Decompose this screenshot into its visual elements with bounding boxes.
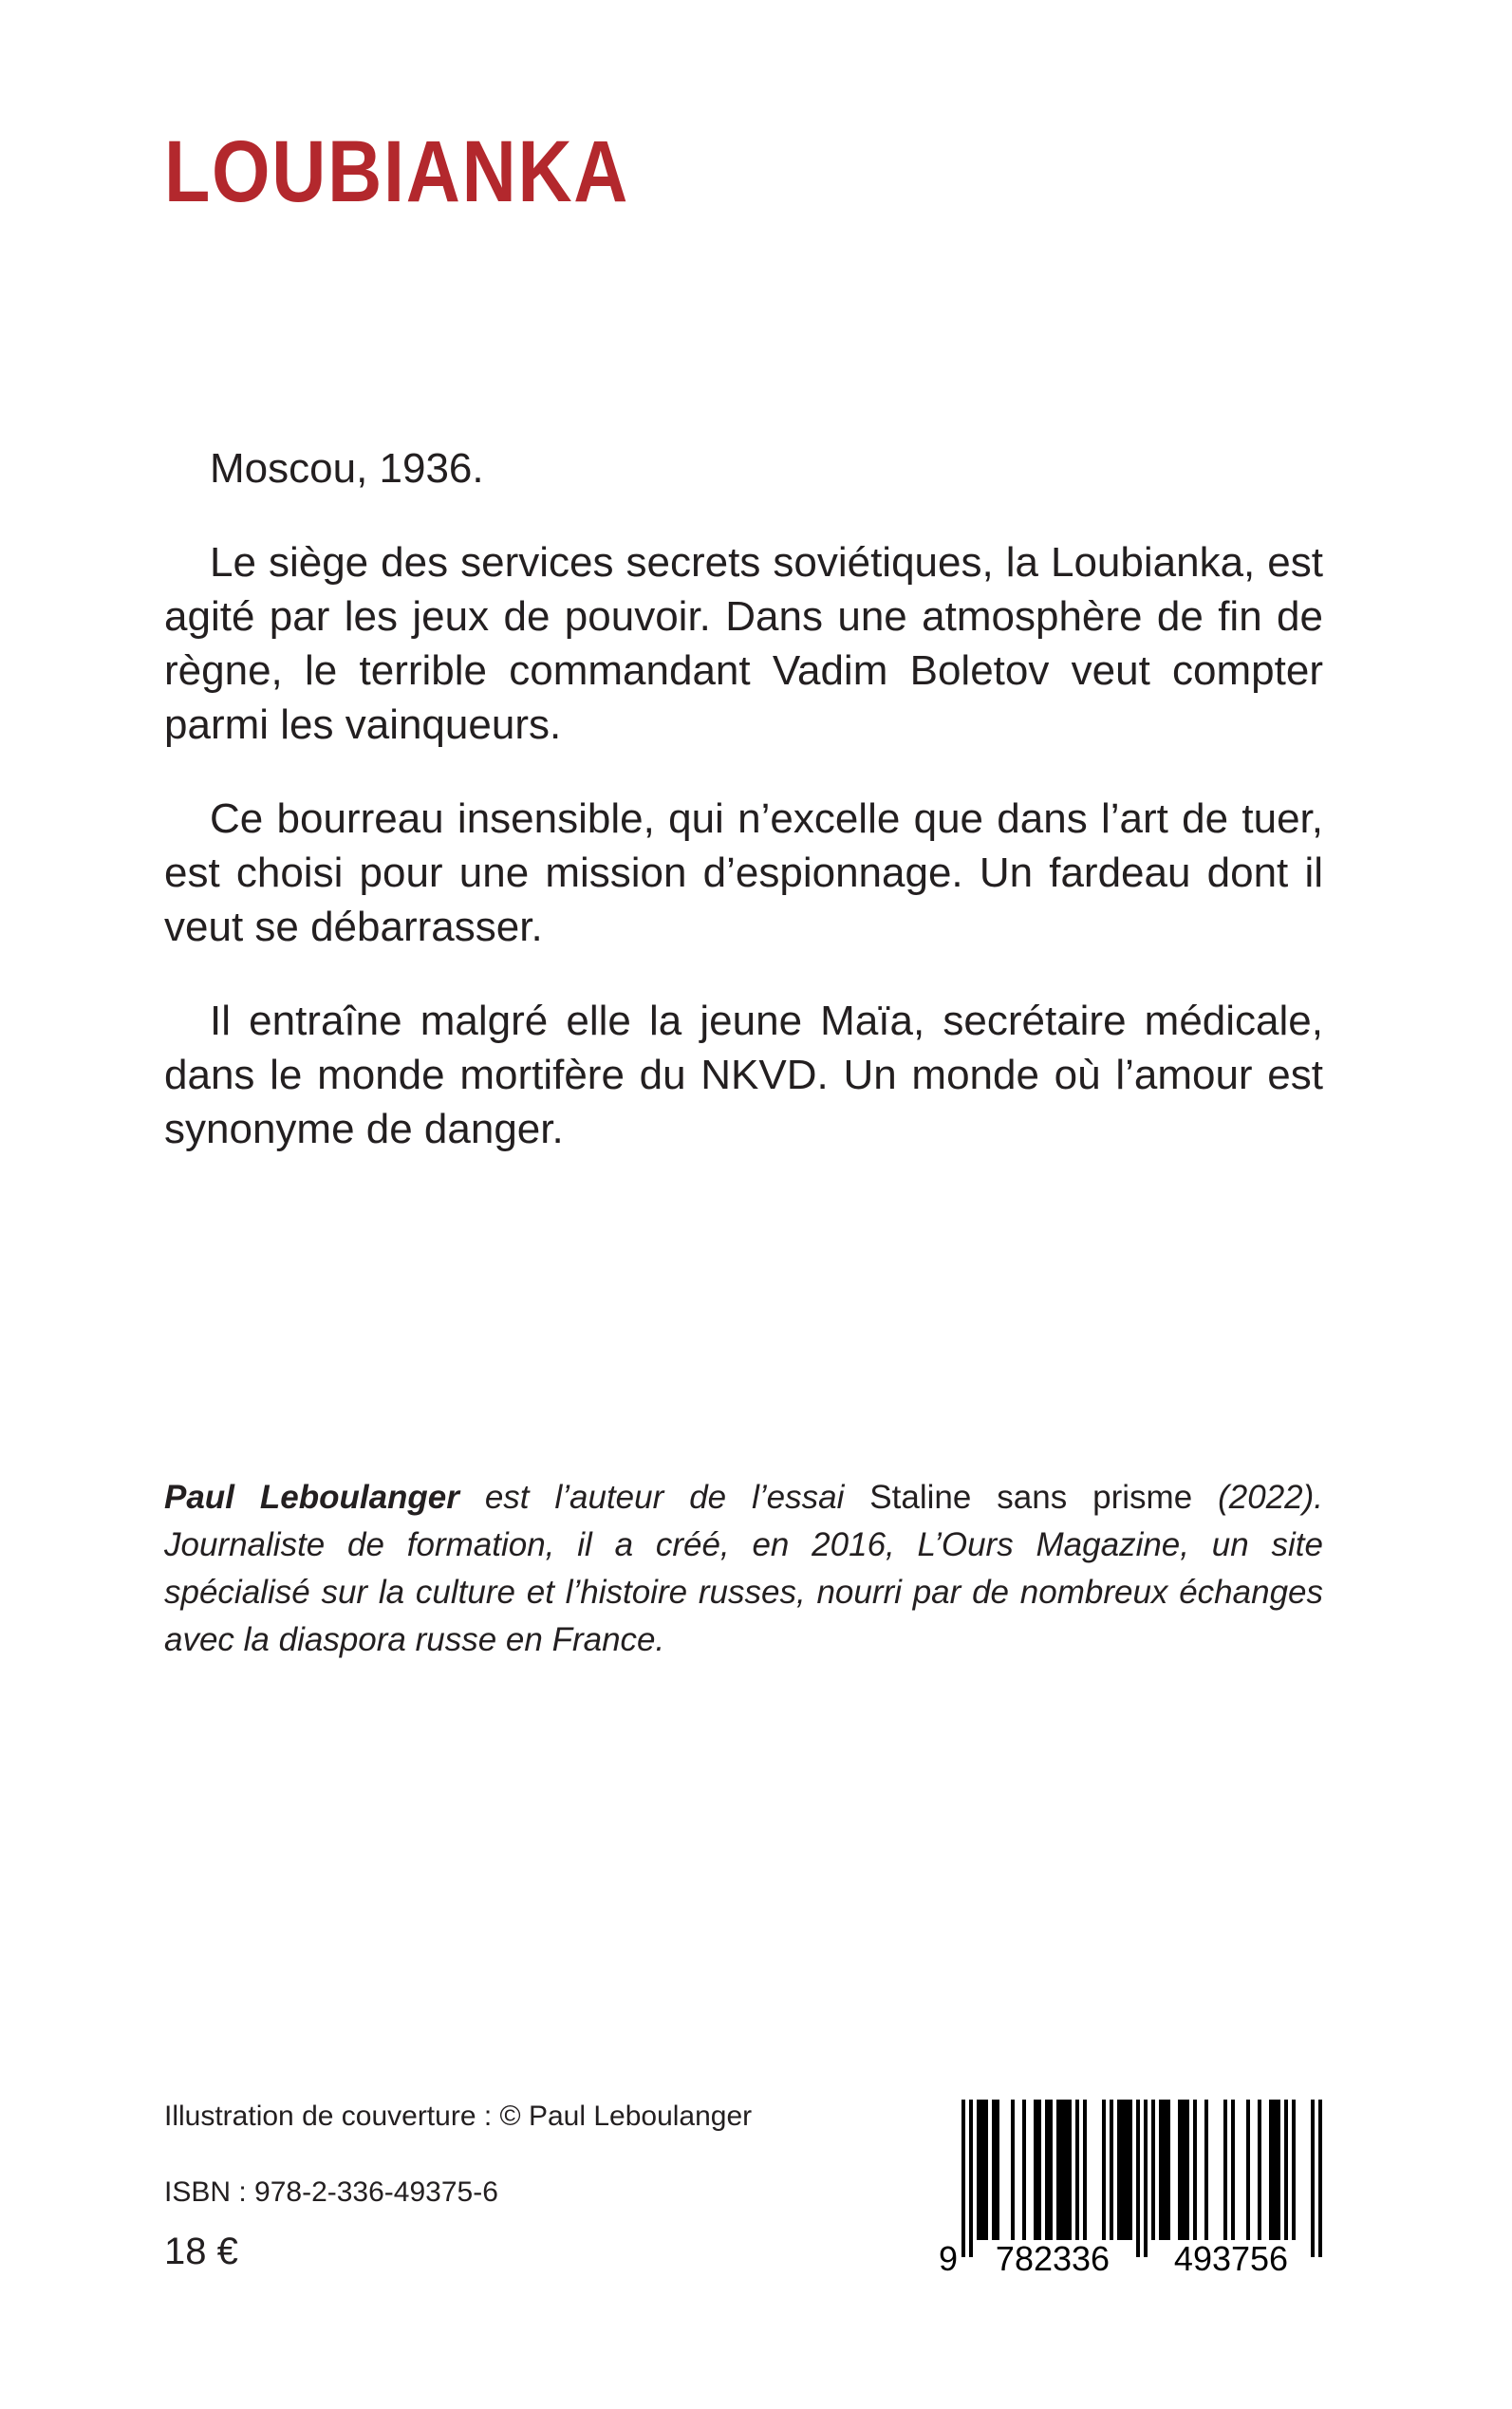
barcode-bar xyxy=(969,2100,973,2257)
barcode-bar xyxy=(980,2100,984,2240)
barcode-bar xyxy=(1068,2100,1072,2240)
barcode-bar xyxy=(1136,2100,1140,2257)
barcode-bar xyxy=(1269,2100,1273,2240)
barcode-bar xyxy=(1064,2100,1068,2240)
back-cover-blurb xyxy=(164,441,1323,1196)
author-bio xyxy=(164,1474,1323,1664)
barcode-bar xyxy=(1246,2100,1250,2240)
barcode-bar xyxy=(1193,2100,1197,2240)
barcode-bar xyxy=(1318,2100,1322,2257)
bio-text: (2022). Journaliste de formation, il a créé, en 2016, L’Ours Magazine, un site spécialisé sur la culture et l’histoire russes, nourri par de nombreux échanges avec la diaspora russe en France. xyxy=(164,1479,1323,1658)
barcode-bar xyxy=(1121,2100,1125,2240)
barcode-bar xyxy=(1204,2100,1208,2240)
blurb-paragraph: Il entraîne malgré elle la jeune Maïa, secrétaire médicale, dans le monde mortifère du NKVD. Un monde où l’amour est synonyme de danger. xyxy=(164,998,1323,1152)
barcode-bar xyxy=(1125,2100,1129,2240)
barcode-bar xyxy=(1037,2100,1041,2240)
cover-illustration-credit: Illustration de couverture : © Paul Leboulanger xyxy=(164,2101,753,2132)
blurb-paragraph: Le siège des services secrets soviétiques, la Loubianka, est agité par les jeux de pouvoir. Dans une atmosphère de fin de règne, le terrible commandant Vadim Boletov veut compter parmi les vainqueurs. xyxy=(164,539,1323,748)
barcode-bar xyxy=(1231,2100,1235,2240)
price: 18 € xyxy=(164,2231,238,2272)
barcode-bar xyxy=(1163,2100,1167,2240)
barcode-right-digits: 493756 xyxy=(1173,2239,1289,2276)
barcode-bar xyxy=(1034,2100,1037,2240)
barcode-bar xyxy=(1022,2100,1026,2240)
author-name: Paul Leboulanger xyxy=(164,1479,459,1516)
barcode-bar xyxy=(1110,2100,1113,2240)
barcode-bar xyxy=(1258,2100,1261,2240)
barcode-bar xyxy=(1129,2100,1132,2240)
barcode-bar xyxy=(1144,2100,1148,2257)
barcode-bar xyxy=(1083,2100,1087,2240)
barcode-bar xyxy=(1056,2100,1060,2240)
bio-text: est l’auteur de l’essai xyxy=(458,1479,870,1516)
barcode-graphic xyxy=(935,2096,1334,2276)
barcode-bar xyxy=(996,2100,999,2240)
barcode-bar xyxy=(1277,2100,1280,2240)
barcode-bar xyxy=(961,2100,965,2257)
barcode-bar xyxy=(1075,2100,1079,2240)
barcode-bar xyxy=(1049,2100,1053,2240)
isbn-barcode xyxy=(935,2096,1334,2276)
barcode-bar xyxy=(1011,2100,1015,2240)
barcode-bar xyxy=(1060,2100,1064,2240)
barcode-bar xyxy=(992,2100,996,2240)
isbn: ISBN : 978-2-336-49375-6 xyxy=(164,2176,498,2208)
barcode-bar xyxy=(1117,2100,1121,2240)
barcode-bar xyxy=(1045,2100,1049,2240)
barcode-bar xyxy=(1292,2100,1296,2240)
barcode-bar xyxy=(1223,2100,1227,2240)
barcode-bar xyxy=(1102,2100,1106,2240)
barcode-bar xyxy=(1159,2100,1163,2240)
barcode-first-digit: 9 xyxy=(939,2239,959,2276)
barcode-bar xyxy=(1185,2100,1189,2240)
book-title: LOUBIANKA xyxy=(164,123,630,220)
barcode-left-digits: 782336 xyxy=(995,2239,1111,2276)
barcode-bar xyxy=(984,2100,988,2240)
barcode-bar xyxy=(1273,2100,1277,2240)
blurb-paragraph: Ce bourreau insensible, qui n’excelle que dans l’art de tuer, est choisi pour une mission d’espionnage. Un fardeau dont il veut se débarrasser. xyxy=(164,795,1323,950)
blurb-paragraph: Moscou, 1936. xyxy=(210,445,484,492)
barcode-bar xyxy=(1151,2100,1155,2240)
barcode-bar xyxy=(1182,2100,1185,2240)
barcode-bar xyxy=(1167,2100,1170,2240)
barcode-bar xyxy=(977,2100,980,2240)
barcode-bar xyxy=(1311,2100,1315,2257)
barcode-bar xyxy=(1284,2100,1288,2240)
barcode-bar xyxy=(1178,2100,1182,2240)
book-reference: Staline sans prisme xyxy=(869,1479,1193,1516)
